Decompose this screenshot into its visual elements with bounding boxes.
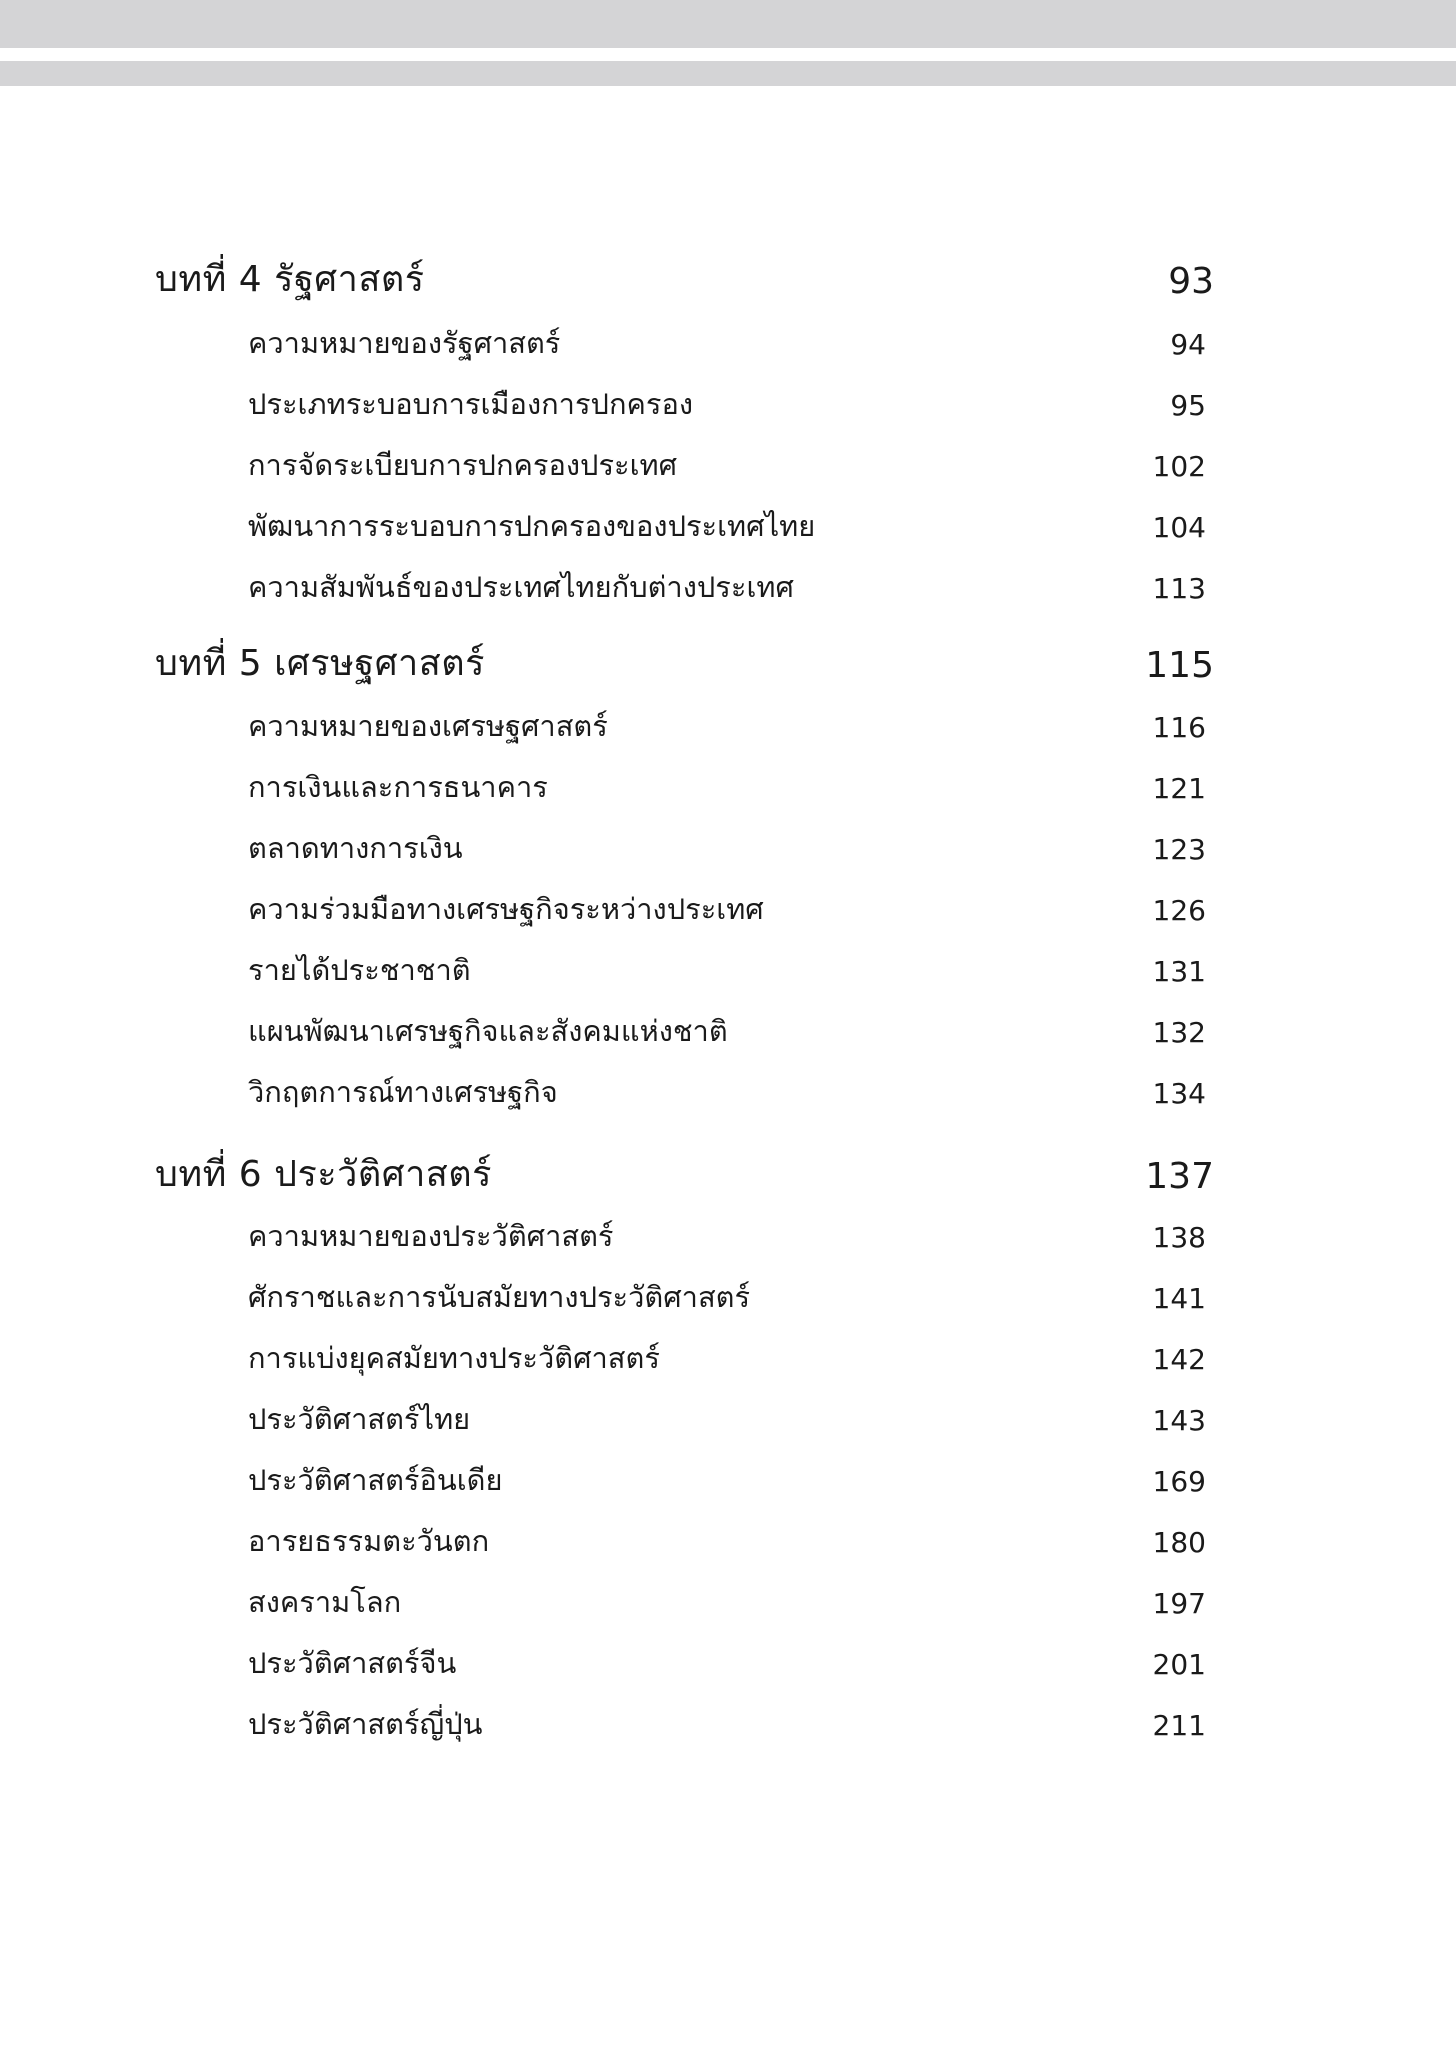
chapter-title: บทที่ 5 เศรษฐศาสตร์ [155,643,485,684]
toc-entry-title: ศักราชและการนับสมัยทางประวัติศาสตร์ [248,1280,751,1314]
toc-entry-title: พัฒนาการระบอบการปกครองของประเทศไทย [248,509,816,543]
toc-entry-title: การแบ่งยุคสมัยทางประวัติศาสตร์ [248,1341,660,1375]
toc-entry-page: 201 [1152,1648,1206,1681]
toc-entry-title: ตลาดทางการเงิน [248,831,463,865]
toc-entry-title: รายได้ประชาชาติ [248,953,471,987]
toc-entry-title: ประวัติศาสตร์ญี่ปุ่น [248,1707,483,1741]
toc-entry-page: 180 [1152,1526,1206,1559]
toc-entry-title: ความหมายของเศรษฐศาสตร์ [248,709,608,743]
toc-entry-title: ความหมายของประวัติศาสตร์ [248,1219,614,1253]
toc-entry-page: 104 [1152,511,1206,544]
toc-entry-page: 134 [1152,1077,1206,1110]
chapter-title: บทที่ 4 รัฐศาสตร์ [155,259,425,300]
toc-entry-page: 95 [1170,389,1206,422]
toc-entry-title: ประเภทระบอบการเมืองการปกครอง [248,387,694,421]
toc-entry-page: 141 [1152,1282,1206,1315]
toc-entry-page: 138 [1152,1221,1206,1254]
toc-entry-page: 94 [1170,328,1206,361]
toc-entry-page: 131 [1152,955,1206,988]
chapter-title: บทที่ 6 ประวัติศาสตร์ [155,1154,492,1195]
toc-entry-page: 169 [1152,1465,1206,1498]
toc-entry-title: การจัดระเบียบการปกครองประเทศ [248,448,678,482]
chapter-page-number: 93 [1168,261,1214,302]
toc-entry-page: 116 [1152,711,1206,744]
chapter-page-number: 137 [1145,1156,1214,1197]
toc-entry-title: สงครามโลก [248,1585,402,1619]
toc-entry-page: 132 [1152,1016,1206,1049]
toc-entry-page: 142 [1152,1343,1206,1376]
toc-entry-title: การเงินและการธนาคาร [248,770,548,804]
toc-entry-page: 102 [1152,450,1206,483]
toc-entry-title: ประวัติศาสตร์ไทย [248,1402,471,1436]
toc-entry-page: 143 [1152,1404,1206,1437]
toc-entry-title: ความสัมพันธ์ของประเทศไทยกับต่างประเทศ [248,570,794,604]
toc-entry-title: ประวัติศาสตร์จีน [248,1646,457,1680]
toc-entry-page: 126 [1152,894,1206,927]
toc-entry-page: 123 [1152,833,1206,866]
toc-entry-page: 197 [1152,1587,1206,1620]
toc-entry-title: แผนพัฒนาเศรษฐกิจและสังคมแห่งชาติ [248,1014,728,1048]
toc-entry-title: วิกฤตการณ์ทางเศรษฐกิจ [248,1075,558,1109]
toc-entry-title: ความร่วมมือทางเศรษฐกิจระหว่างประเทศ [248,892,764,926]
toc-entry-page: 113 [1152,572,1206,605]
toc-entry-page: 211 [1152,1709,1206,1742]
chapter-page-number: 115 [1145,645,1214,686]
toc-entry-title: ความหมายของรัฐศาสตร์ [248,326,561,360]
toc-entry-title: อารยธรรมตะวันตก [248,1524,490,1558]
toc-entry-page: 121 [1152,772,1206,805]
toc-entry-title: ประวัติศาสตร์อินเดีย [248,1463,503,1497]
